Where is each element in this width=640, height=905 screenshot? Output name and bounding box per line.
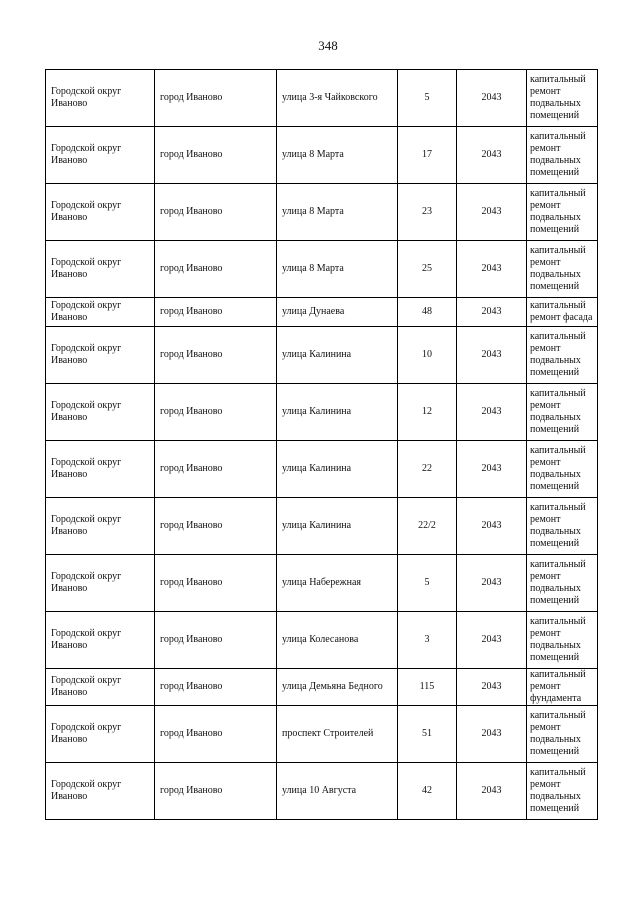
house-number-cell: 3	[398, 612, 457, 669]
district-cell: Городской округ Иваново	[46, 498, 155, 555]
district-cell: Городской округ Иваново	[46, 763, 155, 820]
city-cell: город Иваново	[155, 763, 277, 820]
city-cell: город Иваново	[155, 612, 277, 669]
city-cell: город Иваново	[155, 327, 277, 384]
table-row	[46, 70, 598, 127]
house-number-cell: 5	[398, 70, 457, 127]
registry-table-body	[46, 70, 598, 820]
work-type-cell: капитальный ремонт фундамента	[527, 669, 598, 706]
year-cell: 2043	[457, 706, 527, 763]
street-cell: улица 8 Марта	[277, 184, 398, 241]
work-type-cell: капитальный ремонт подвальных помещений	[527, 441, 598, 498]
table-row	[46, 612, 598, 669]
year-cell: 2043	[457, 441, 527, 498]
district-cell: Городской округ Иваново	[46, 241, 155, 298]
year-cell: 2043	[457, 298, 527, 327]
house-number-cell: 23	[398, 184, 457, 241]
table-row	[46, 763, 598, 820]
house-number-cell: 22/2	[398, 498, 457, 555]
house-number-cell: 5	[398, 555, 457, 612]
table-row	[46, 669, 598, 706]
work-type-cell: капитальный ремонт подвальных помещений	[527, 184, 598, 241]
city-cell: город Иваново	[155, 555, 277, 612]
house-number-cell: 17	[398, 127, 457, 184]
district-cell: Городской округ Иваново	[46, 555, 155, 612]
year-cell: 2043	[457, 184, 527, 241]
year-cell: 2043	[457, 498, 527, 555]
district-cell: Городской округ Иваново	[46, 298, 155, 327]
house-number-cell: 42	[398, 763, 457, 820]
house-number-cell: 12	[398, 384, 457, 441]
table-row	[46, 384, 598, 441]
street-cell: улица 8 Марта	[277, 127, 398, 184]
work-type-cell: капитальный ремонт подвальных помещений	[527, 706, 598, 763]
table-row	[46, 498, 598, 555]
work-type-cell: капитальный ремонт подвальных помещений	[527, 384, 598, 441]
street-cell: улица Колесанова	[277, 612, 398, 669]
work-type-cell: капитальный ремонт подвальных помещений	[527, 241, 598, 298]
street-cell: улица 10 Августа	[277, 763, 398, 820]
work-type-cell: капитальный ремонт подвальных помещений	[527, 612, 598, 669]
page-number: 348	[318, 38, 338, 53]
work-type-cell: капитальный ремонт подвальных помещений	[527, 327, 598, 384]
table-row	[46, 441, 598, 498]
district-cell: Городской округ Иваново	[46, 612, 155, 669]
work-type-cell: капитальный ремонт подвальных помещений	[527, 127, 598, 184]
work-type-cell: капитальный ремонт подвальных помещений	[527, 498, 598, 555]
district-cell: Городской округ Иваново	[46, 706, 155, 763]
street-cell: улица 3-я Чайковского	[277, 70, 398, 127]
city-cell: город Иваново	[155, 298, 277, 327]
district-cell: Городской округ Иваново	[46, 184, 155, 241]
street-cell: проспект Строителей	[277, 706, 398, 763]
year-cell: 2043	[457, 327, 527, 384]
city-cell: город Иваново	[155, 669, 277, 706]
city-cell: город Иваново	[155, 706, 277, 763]
work-type-cell: капитальный ремонт подвальных помещений	[527, 70, 598, 127]
table-row	[46, 298, 598, 327]
house-number-cell: 115	[398, 669, 457, 706]
year-cell: 2043	[457, 669, 527, 706]
table-row	[46, 706, 598, 763]
district-cell: Городской округ Иваново	[46, 327, 155, 384]
city-cell: город Иваново	[155, 384, 277, 441]
work-type-cell: капитальный ремонт подвальных помещений	[527, 555, 598, 612]
year-cell: 2043	[457, 612, 527, 669]
district-cell: Городской округ Иваново	[46, 669, 155, 706]
city-cell: город Иваново	[155, 127, 277, 184]
district-cell: Городской округ Иваново	[46, 127, 155, 184]
table-row	[46, 555, 598, 612]
year-cell: 2043	[457, 241, 527, 298]
city-cell: город Иваново	[155, 441, 277, 498]
house-number-cell: 51	[398, 706, 457, 763]
table-row	[46, 241, 598, 298]
city-cell: город Иваново	[155, 184, 277, 241]
city-cell: город Иваново	[155, 241, 277, 298]
street-cell: улица Калинина	[277, 498, 398, 555]
street-cell: улица Калинина	[277, 327, 398, 384]
city-cell: город Иваново	[155, 498, 277, 555]
street-cell: улица Демьяна Бедного	[277, 669, 398, 706]
street-cell: улица Калинина	[277, 441, 398, 498]
city-cell: город Иваново	[155, 70, 277, 127]
year-cell: 2043	[457, 384, 527, 441]
year-cell: 2043	[457, 70, 527, 127]
street-cell: улица 8 Марта	[277, 241, 398, 298]
year-cell: 2043	[457, 555, 527, 612]
district-cell: Городской округ Иваново	[46, 384, 155, 441]
street-cell: улица Дунаева	[277, 298, 398, 327]
street-cell: улица Набережная	[277, 555, 398, 612]
registry-table	[45, 69, 598, 820]
work-type-cell: капитальный ремонт подвальных помещений	[527, 763, 598, 820]
table-row	[46, 127, 598, 184]
table-row	[46, 184, 598, 241]
table-row	[46, 327, 598, 384]
house-number-cell: 25	[398, 241, 457, 298]
house-number-cell: 10	[398, 327, 457, 384]
year-cell: 2043	[457, 127, 527, 184]
district-cell: Городской округ Иваново	[46, 441, 155, 498]
year-cell: 2043	[457, 763, 527, 820]
street-cell: улица Калинина	[277, 384, 398, 441]
district-cell: Городской округ Иваново	[46, 70, 155, 127]
work-type-cell: капитальный ремонт фасада	[527, 298, 598, 327]
house-number-cell: 48	[398, 298, 457, 327]
house-number-cell: 22	[398, 441, 457, 498]
